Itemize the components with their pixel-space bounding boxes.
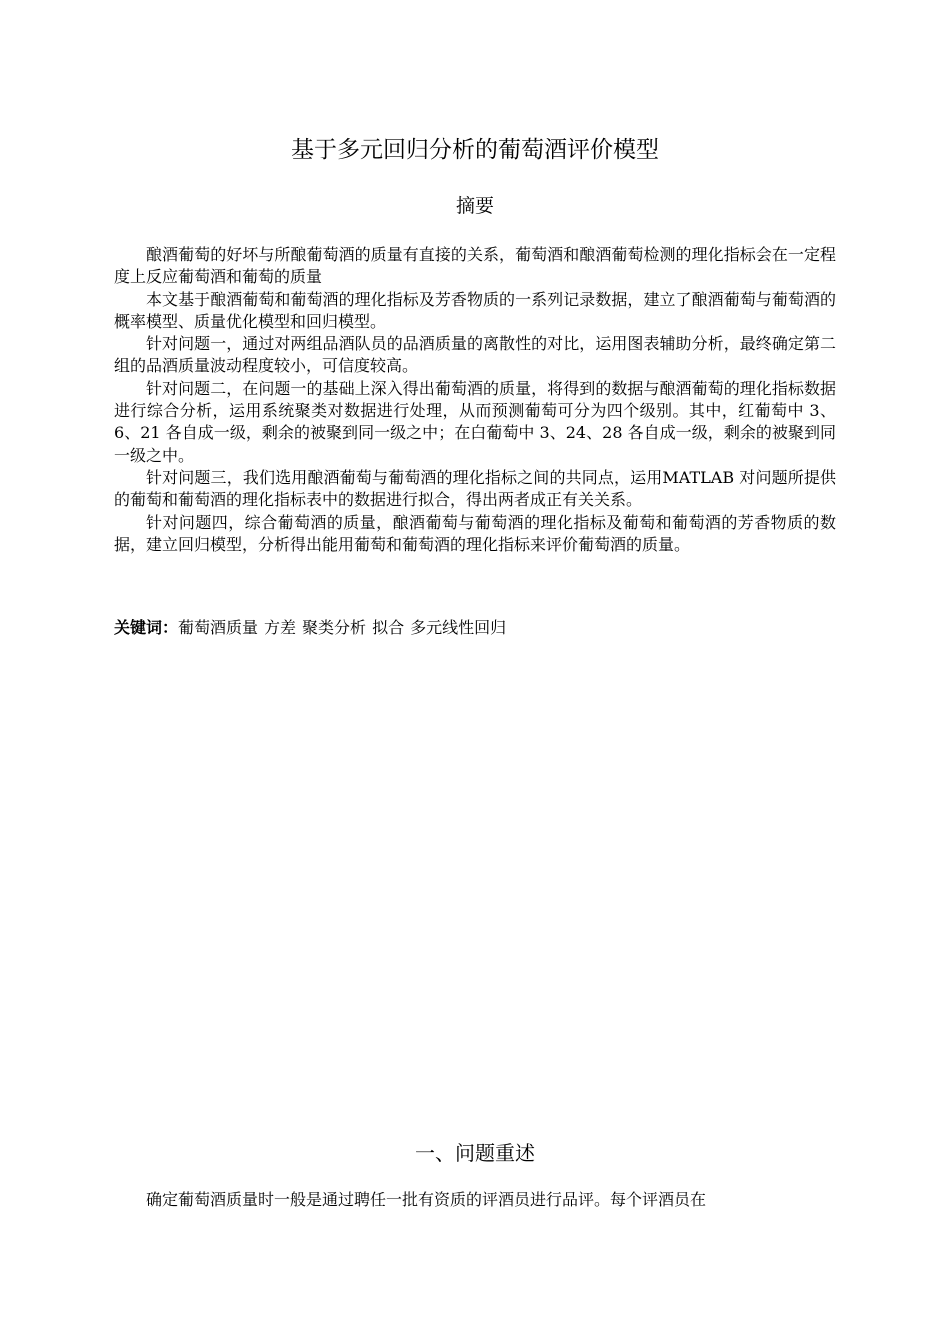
keyword: 聚类分析 [302,618,367,637]
abstract-paragraph: 针对问题一，通过对两组品酒队员的品酒质量的离散性的对比，运用图表辅助分析，最终确定第二组的品酒质量波动程度较小，可信度较高。 [114,334,836,376]
keyword: 多元线性回归 [410,618,507,637]
abstract-paragraph: 酿酒葡萄的好坏与所酿葡萄酒的质量有直接的关系，葡萄酒和酿酒葡萄检测的理化指标会在一定程度上反应葡萄酒和葡萄的质量 [114,245,836,287]
abstract-paragraph: 针对问题四，综合葡萄酒的质量，酿酒葡萄与葡萄酒的理化指标及葡萄和葡萄酒的芳香物质的数据，建立回归模型，分析得出能用葡萄和葡萄酒的理化指标来评价葡萄酒的质量。 [114,512,836,554]
keyword: 拟合 [372,618,405,637]
section-paragraph: 确定葡萄酒质量时一般是通过聘任一批有资质的评酒员进行品评。每个评酒员在 [146,1190,707,1209]
section-heading: 一、问题重述 [415,1141,535,1165]
abstract-paragraph: 针对问题三，我们选用酿酒葡萄与葡萄酒的理化指标之间的共同点，运用MATLAB 对问题所提供的葡萄和葡萄酒的理化指标表中的数据进行拟合，得出两者成正有关关系。 [114,467,836,510]
abstract-paragraph: 本文基于酿酒葡萄和葡萄酒的理化指标及芳香物质的一系列记录数据，建立了酿酒葡萄与葡萄酒的概率模型、质量优化模型和回归模型。 [114,289,836,331]
keywords-label: 关键词： [114,618,179,637]
abstract-heading: 摘要 [455,195,494,217]
abstract-paragraph: 针对问题二，在问题一的基础上深入得出葡萄酒的质量，将得到的数据与酿酒葡萄的理化指标数据进行综合分析，运用系统聚类对数据进行处理，从而预测葡萄可分为四个级别。其中，红葡萄中 3、6、21 各自成一级，剩余的被聚到同一级之中；在白葡萄中 3、24、28 各自成一级，剩余的被聚到同一级之中。 [114,378,836,465]
keyword: 葡萄酒质量 [178,618,259,637]
keywords-line [114,616,836,640]
abstract-body [114,244,836,556]
keyword: 方差 [264,618,297,637]
paper-title: 基于多元回归分析的葡萄酒评价模型 [291,137,659,163]
